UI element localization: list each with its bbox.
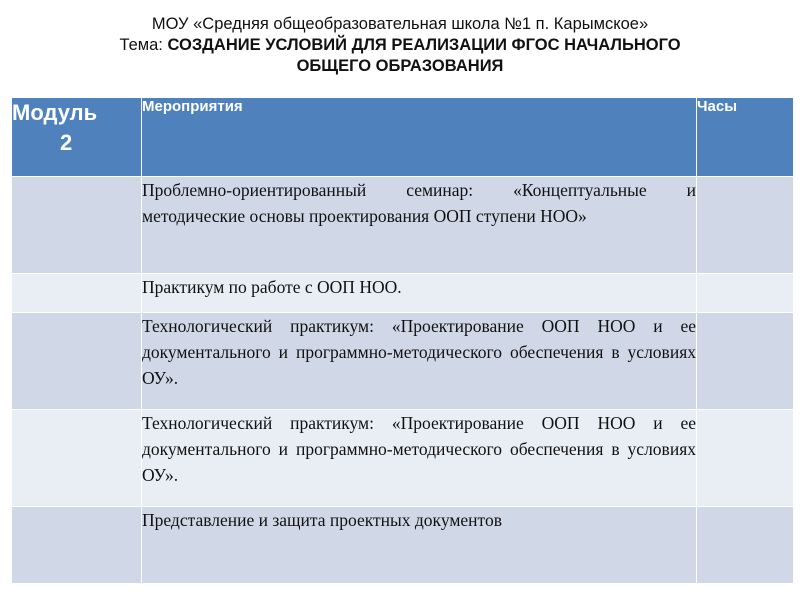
hours-cell [697, 313, 794, 410]
column-header-module [12, 98, 142, 177]
event-cell: Технологический практикум: «Проектирование ООП НОО и ее документального и программно-методического обеспечения в условиях ОУ». [142, 410, 697, 507]
topic-title-part1: СОЗДАНИЕ УСЛОВИЙ ДЛЯ РЕАЛИЗАЦИИ ФГОС НАЧАЛЬНОГО [167, 36, 681, 54]
table-row [12, 177, 794, 274]
module-cell [12, 410, 142, 507]
event-cell: Технологический практикум: «Проектирование ООП НОО и ее документального и программно-методического обеспечения в условиях ОУ». [142, 313, 697, 410]
module-label: Модуль [12, 100, 98, 125]
module-cell [12, 313, 142, 410]
table-row [12, 507, 794, 584]
hours-cell [697, 507, 794, 584]
table-row [12, 313, 794, 410]
page-header [0, 14, 800, 77]
hours-cell [697, 274, 794, 313]
table-row [12, 410, 794, 507]
topic-prefix: Тема: [119, 36, 168, 54]
topic-title-part2: ОБЩЕГО ОБРАЗОВАНИЯ [296, 57, 504, 75]
table-header-row [12, 98, 794, 177]
topic-line [0, 35, 800, 56]
table-row [12, 274, 794, 313]
hours-cell [697, 177, 794, 274]
module-cell [12, 507, 142, 584]
event-cell: Представление и защита проектных документов [142, 507, 697, 584]
module-cell [12, 177, 142, 274]
event-cell: Проблемно-ориентированный семинар: «Концептуальные и методические основы проектирования ООП ступени НОО» [142, 177, 697, 274]
module-cell [12, 274, 142, 313]
events-table [11, 97, 794, 584]
event-cell: Практикум по работе с ООП НОО. [142, 274, 697, 313]
school-name: МОУ «Средняя общеобразовательная школа №1 п. Карымское» [151, 15, 649, 33]
hours-cell [697, 410, 794, 507]
column-header-events: Мероприятия [142, 98, 697, 177]
module-number: 2 [60, 130, 73, 155]
column-header-hours: Часы [697, 98, 794, 177]
